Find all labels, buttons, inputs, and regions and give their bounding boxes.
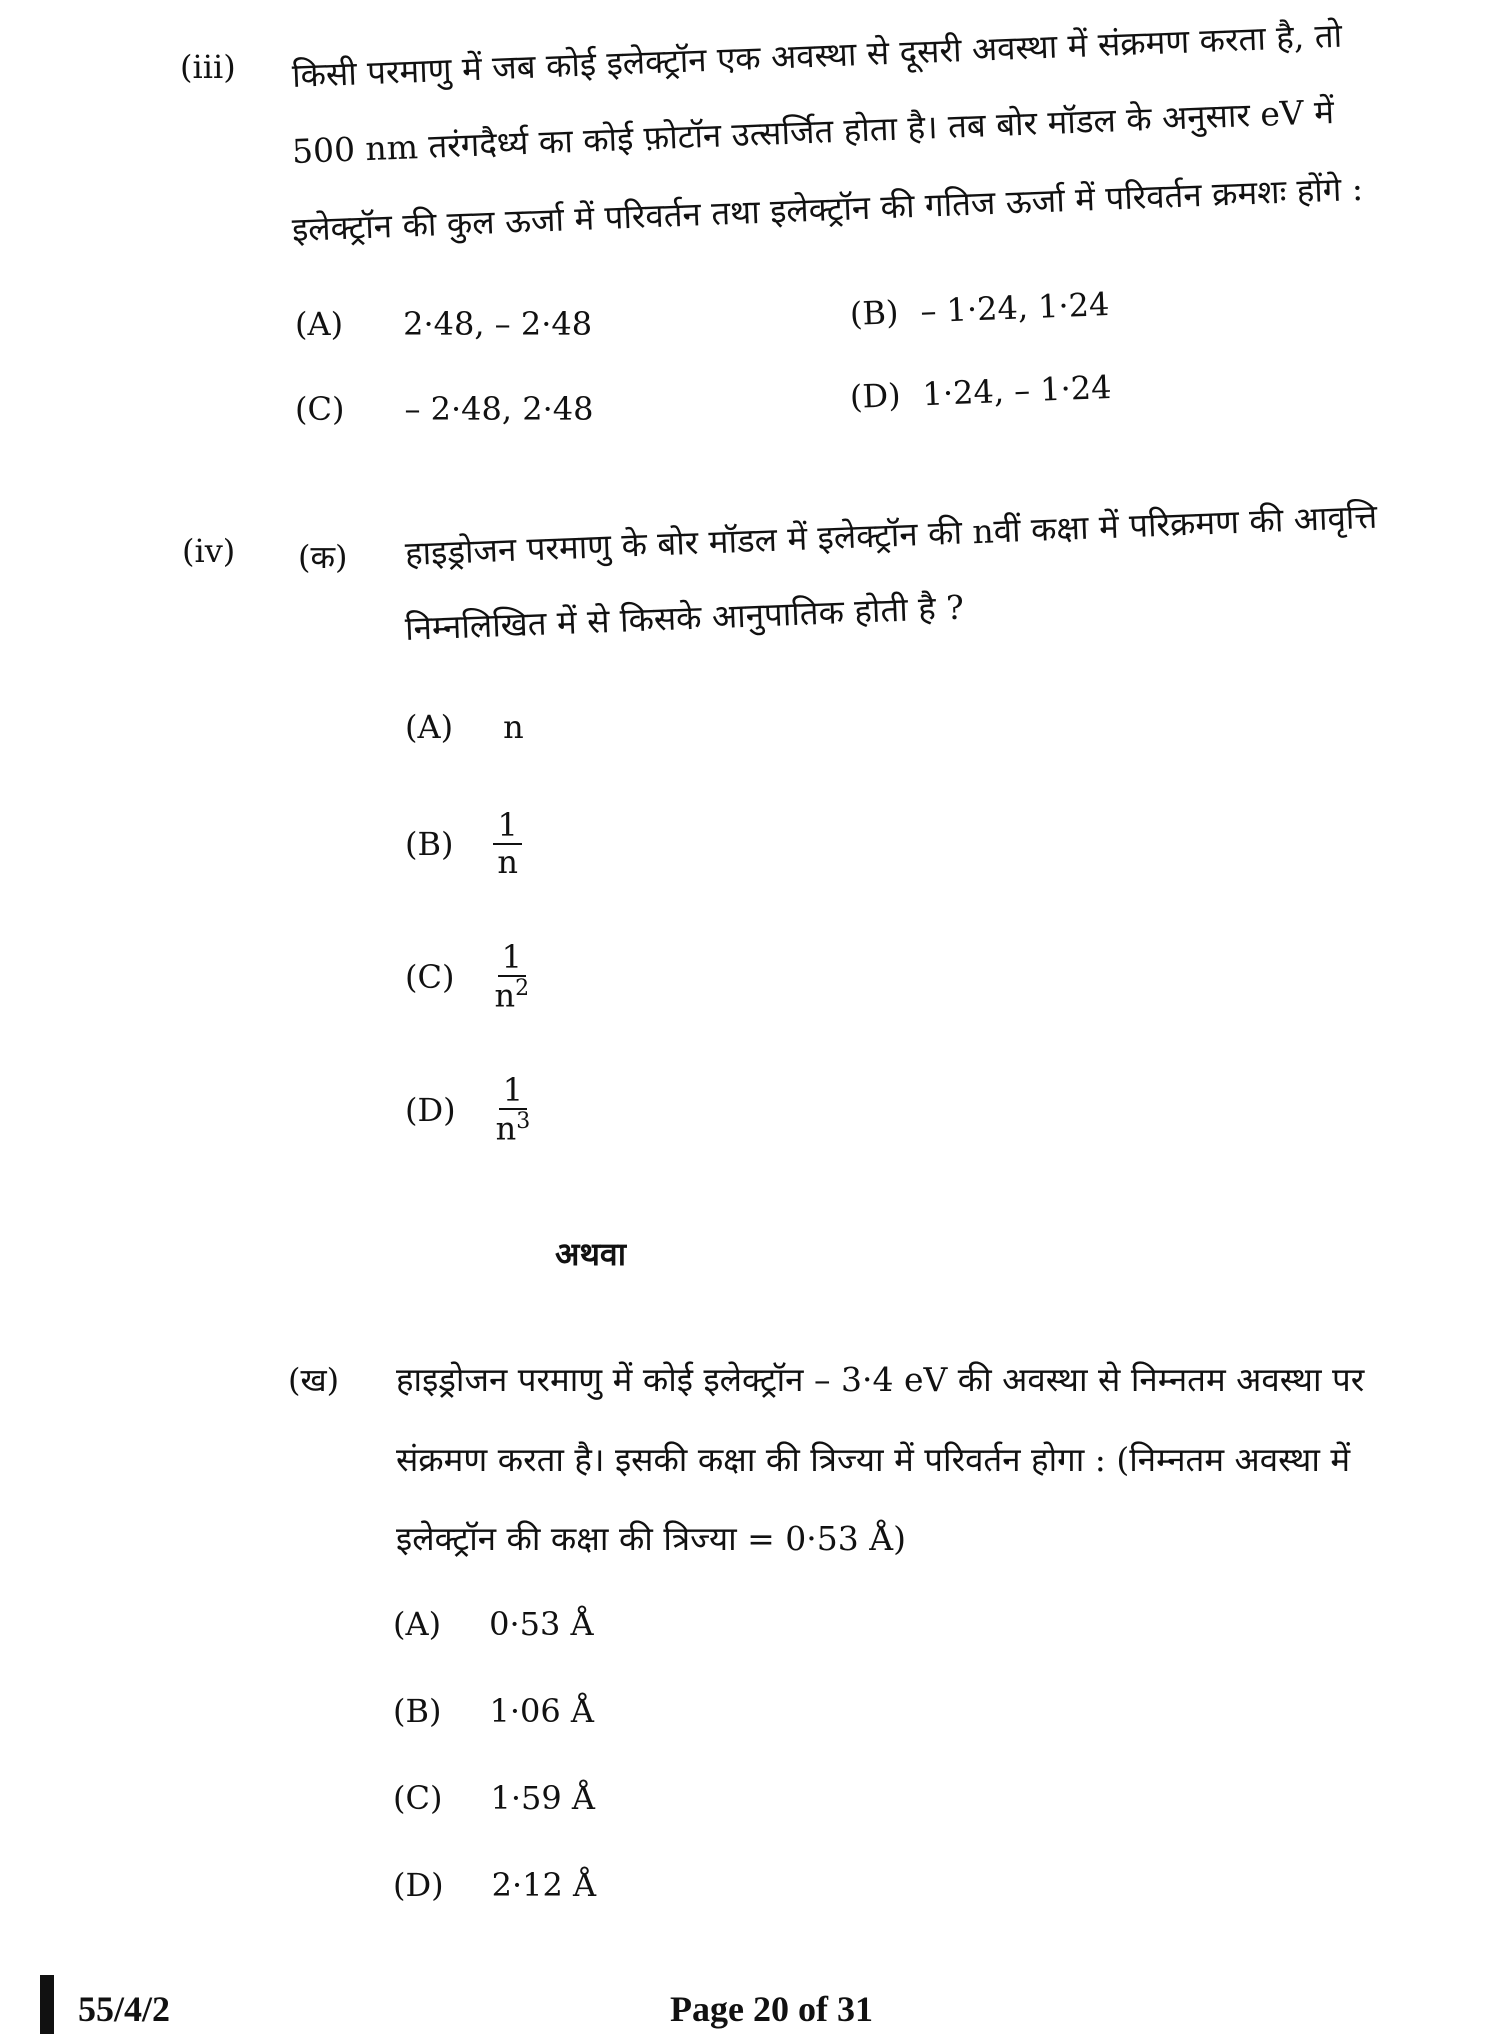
question-iii-line-3: इलेक्ट्रॉन की कुल ऊर्जा में परिवर्तन तथा इलेक्ट्रॉन की गतिज ऊर्जा में परिवर्तन क्रमशः होंगे :: [291, 168, 1364, 249]
part-b-label: (ख): [288, 1361, 340, 1399]
denominator-base: n: [495, 1109, 517, 1148]
option-value: 2·12 Å: [491, 1866, 597, 1904]
denominator-base: n: [497, 843, 518, 882]
question-number-iii: (iii): [180, 48, 236, 86]
option-label: (B): [849, 293, 900, 333]
option-iii-b: [849, 285, 1110, 333]
part-a-line-2: निम्नलिखित में से किसके आनुपातिक होती है ?: [404, 587, 965, 648]
option-iv-d: [405, 1073, 530, 1147]
option-label: (A): [405, 708, 454, 746]
option-kh-d: [393, 1866, 596, 1904]
option-value: 0·53 Å: [489, 1605, 594, 1643]
fraction: [494, 940, 529, 1014]
fraction: [496, 1073, 531, 1147]
denominator: [497, 845, 518, 880]
option-label: (D): [405, 1091, 456, 1130]
option-label: (A): [393, 1605, 442, 1643]
fraction: [493, 808, 521, 880]
part-b-line-1: हाइड्रोजन परमाणु में कोई इलेक्ट्रॉन – 3·4 eV की अवस्था से निम्नतम अवस्था पर: [396, 1360, 1365, 1399]
option-iii-c: [295, 390, 593, 428]
denominator-base: n: [494, 976, 516, 1015]
option-value: 1·24, – 1·24: [921, 367, 1113, 414]
option-value: n: [503, 708, 524, 746]
part-b-line-3: इलेक्ट्रॉन की कक्षा की त्रिज्या = 0·53 Å): [396, 1519, 906, 1558]
option-kh-a: [393, 1605, 594, 1643]
option-label: (D): [393, 1866, 444, 1904]
option-label: (B): [405, 825, 454, 864]
question-number-iv: (iv): [182, 532, 236, 570]
exponent: 3: [516, 1109, 531, 1135]
option-label: (A): [295, 305, 344, 343]
option-label: (C): [405, 958, 455, 997]
option-iv-a: [405, 708, 524, 746]
or-separator: अथवा: [555, 1235, 626, 1273]
numerator: 1: [499, 1073, 527, 1110]
question-iii-line-1: किसी परमाणु में जब कोई इलेक्ट्रॉन एक अवस्था से दूसरी अवस्था में संक्रमण करता है, तो: [291, 15, 1343, 95]
option-kh-c: [393, 1779, 595, 1817]
option-label: (B): [393, 1692, 442, 1730]
numerator: 1: [498, 940, 526, 977]
part-a-line-1: हाइड्रोजन परमाणु के बोर मॉडल में इलेक्ट्रॉन की nवीं कक्षा में परिक्रमण की आवृत्ति: [404, 496, 1378, 573]
denominator: [496, 1110, 531, 1147]
part-b-line-2: संक्रमण करता है। इसकी कक्षा की त्रिज्या में परिवर्तन होगा : (निम्नतम अवस्था में: [396, 1440, 1351, 1479]
option-iv-b: [405, 808, 522, 880]
option-value: 2·48, – 2·48: [403, 305, 593, 343]
part-a-label: (क): [298, 538, 348, 576]
option-label: (C): [295, 390, 345, 428]
option-label: (D): [849, 376, 902, 416]
paper-code: 55/4/2: [78, 1989, 171, 2029]
option-label: (C): [393, 1779, 443, 1817]
option-value: 1·06 Å: [489, 1692, 595, 1730]
option-value: 1·59 Å: [490, 1779, 595, 1817]
option-iv-c: [405, 940, 529, 1014]
numerator: 1: [493, 808, 521, 845]
footer-marker-bar: [40, 1975, 54, 2034]
exponent: 2: [515, 976, 530, 1002]
option-value: – 2·48, 2·48: [404, 390, 594, 428]
page-number: Page 20 of 31: [670, 1989, 873, 2029]
option-iii-d: [849, 368, 1112, 416]
option-value: – 1·24, 1·24: [919, 285, 1111, 331]
denominator: [494, 977, 529, 1014]
option-kh-b: [393, 1692, 594, 1730]
option-iii-a: [295, 305, 592, 343]
question-iii-line-2: 500 nm तरंगदैर्ध्य का कोई फ़ोटॉन उत्सर्जित होता है। तब बोर मॉडल के अनुसार eV में: [291, 91, 1335, 171]
